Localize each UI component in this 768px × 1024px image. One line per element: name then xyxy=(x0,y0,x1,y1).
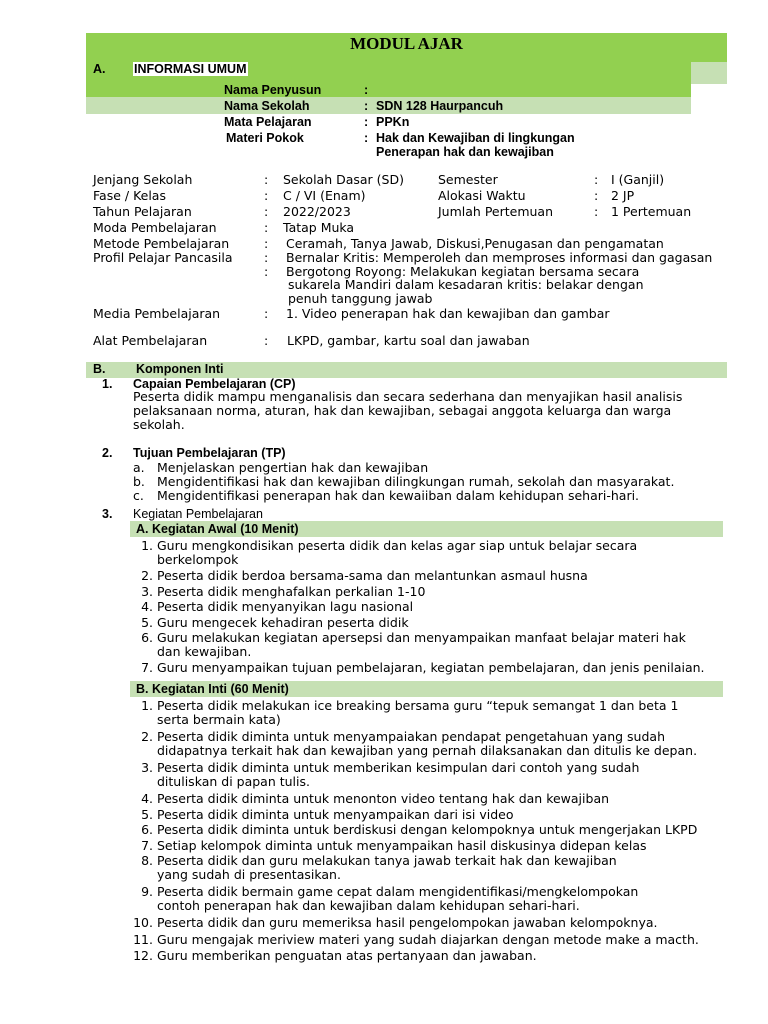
list-item-line: Setiap kelompok diminta untuk menyampaikan hasil diskusinya didepan kelas xyxy=(157,837,647,853)
cp-text-line-1: Peserta didik mampu menganalisis dan secara sederhana dan menyajikan hasil analisis xyxy=(133,389,683,404)
list-item xyxy=(133,699,733,726)
profil-sep-1: : xyxy=(264,250,269,265)
list-item-line: Peserta didik melakukan ice breaking bersama guru “tepuk semangat 1 dan beta 1 xyxy=(157,698,679,713)
list-item-number: 11. xyxy=(133,931,153,947)
list-item-number: 12. xyxy=(133,948,153,963)
list-item-line: contoh penerapan hak dan kewajiban dalam kehidupan sehari-hari. xyxy=(157,897,580,913)
list-item-line: Peserta didik diminta untuk menyampaikan dari isi video xyxy=(157,806,514,822)
list-item-number: 6. xyxy=(141,630,153,645)
materi-pokok-value-2: Penerapan hak dan kewajiban xyxy=(376,145,554,159)
jenjang-label: Jenjang Sekolah xyxy=(93,172,193,187)
tahun-label: Tahun Pelajaran xyxy=(93,204,192,219)
cp-heading: Capaian Pembelajaran (CP) xyxy=(133,377,296,391)
list-item-line: Guru memberikan penguatan atas pertanyaan dan jawaban. xyxy=(157,948,537,963)
list-item xyxy=(133,854,733,881)
tahun-value: 2022/2023 xyxy=(283,204,351,219)
list-item-line: didapatnya terkait hak dan kewajiban yang pernah dilaksanakan dan ditulis ke depan. xyxy=(157,742,698,758)
media-value: 1. Video penerapan hak dan kewajiban dan gambar xyxy=(286,306,610,321)
alat-sep: : xyxy=(264,333,269,348)
mata-pelajaran-sep: : xyxy=(364,115,369,129)
list-item-line: Peserta didik berdoa bersama-sama dan melantunkan asmaul husna xyxy=(157,568,588,583)
list-item xyxy=(133,539,733,566)
list-item-line: Guru mengkondisikan peserta didik dan kelas agar siap untuk belajar secara xyxy=(157,538,638,553)
list-item xyxy=(133,569,733,583)
list-item-line: dan kewajiban. xyxy=(157,643,252,659)
alokasi-label: Alokasi Waktu xyxy=(438,188,526,203)
profil-value-2-line-3: penuh tanggung jawab xyxy=(288,291,433,306)
list-item-line: Guru melakukan kegiatan apersepsi dan menyampaikan manfaat belajar materi hak xyxy=(157,630,686,645)
list-item-line: berkelompok xyxy=(157,551,239,567)
alokasi-sep: : xyxy=(594,188,599,203)
metode-value: Ceramah, Tanya Jawab, Diskusi,Penugasan dan pengamatan xyxy=(286,236,664,251)
list-item-line: serta bermain kata) xyxy=(157,711,281,727)
list-item-number: 8. xyxy=(141,853,153,868)
semester-value: I (Ganjil) xyxy=(611,172,665,187)
list-item xyxy=(133,808,733,822)
nama-sekolah-label: Nama Sekolah xyxy=(224,99,310,113)
list-item-line: Guru menyampaikan tujuan pembelajaran, kegiatan pembelajaran, dan jenis penilaian. xyxy=(157,660,705,675)
list-item-number: 6. xyxy=(141,822,153,837)
profil-value-2-line-2: sukarela Mandiri dalam kesadaran kritis: belakar dengan xyxy=(288,277,644,292)
section-b-label: Komponen Inti xyxy=(136,362,224,376)
jenjang-value: Sekolah Dasar (SD) xyxy=(283,172,404,187)
kegiatan-awal-list xyxy=(133,539,733,675)
alat-value: LKPD, gambar, kartu soal dan jawaban xyxy=(287,333,530,348)
section-a-letter: A. xyxy=(93,62,106,76)
cp-text-line-2: pelaksanaan norma, aturan, hak dan kewajiban, sebagai anggota keluarga dan warga xyxy=(133,403,672,418)
tp-item-c-text: Mengidentifikasi penerapan hak dan kewaiiban dalam kehidupan sehari-hari. xyxy=(157,488,640,503)
list-item-line: Guru mengajak meriview materi yang sudah diajarkan dengan metode make a macth. xyxy=(157,931,699,947)
alokasi-value: 2 JP xyxy=(611,188,635,203)
mata-pelajaran-value: PPKn xyxy=(376,115,410,129)
list-item-line: Peserta didik menghafalkan perkalian 1-10 xyxy=(157,583,426,599)
list-item xyxy=(133,933,733,947)
mata-pelajaran-label: Mata Pelajaran xyxy=(224,115,312,129)
list-item-number: 2. xyxy=(141,729,153,744)
tp-item-c-marker: c. xyxy=(133,488,144,503)
metode-label: Metode Pembelajaran xyxy=(93,236,230,251)
list-item-number: 7. xyxy=(141,660,153,675)
moda-value: Tatap Muka xyxy=(283,220,355,235)
list-item-line: Peserta didik bermain game cepat dalam mengidentifikasi/mengkelompokan xyxy=(157,884,639,899)
metode-sep: : xyxy=(264,236,269,251)
media-sep: : xyxy=(264,306,269,321)
list-item xyxy=(133,600,733,614)
alat-label: Alat Pembelajaran xyxy=(93,333,208,348)
profil-label: Profil Pelajar Pancasila xyxy=(93,250,233,265)
tp-item-a-marker: a. xyxy=(133,460,145,475)
pertemuan-sep: : xyxy=(594,204,599,219)
page-title: MODUL AJAR xyxy=(350,34,463,53)
materi-pokok-value-1: Hak dan Kewajiban di lingkungan xyxy=(376,131,575,145)
list-item xyxy=(133,949,733,963)
section-a-heading xyxy=(133,62,248,76)
list-item-line: Peserta didik diminta untuk menonton video tentang hak dan kewajiban xyxy=(157,791,610,806)
nama-penyusun-sep: : xyxy=(364,83,369,97)
list-item-number: 5. xyxy=(141,614,153,630)
tahun-sep: : xyxy=(264,204,269,219)
cp-text-line-3: sekolah. xyxy=(133,417,185,432)
list-item-line: Peserta didik diminta untuk memberikan kesimpulan dari contoh yang sudah xyxy=(157,760,640,775)
list-item-number: 10. xyxy=(133,915,153,930)
section-a-label: INFORMASI UMUM xyxy=(134,62,247,76)
kegiatan-awal-heading: A. Kegiatan Awal (10 Menit) xyxy=(136,522,299,536)
list-item-number: 7. xyxy=(141,837,153,853)
list-item-number: 1. xyxy=(141,698,153,713)
list-item-number: 5. xyxy=(141,806,153,822)
section-b-letter: B. xyxy=(93,362,106,376)
profil-value-2-line-1: Bergotong Royong: Melakukan kegiatan bersama secara xyxy=(286,264,640,279)
list-item-line: Guru mengecek kehadiran peserta didik xyxy=(157,614,409,630)
profil-value-1: Bernalar Kritis: Memperoleh dan memproses informasi dan gagasan xyxy=(286,250,713,265)
kegiatan-inti-heading: B. Kegiatan Inti (60 Menit) xyxy=(136,682,289,696)
jenjang-sep: : xyxy=(264,172,269,187)
list-item-number: 4. xyxy=(141,599,153,614)
moda-label: Moda Pembelajaran xyxy=(93,220,217,235)
list-item-number: 9. xyxy=(141,884,153,899)
list-item-line: Peserta didik menyanyikan lagu nasional xyxy=(157,599,414,614)
tp-number: 2. xyxy=(102,446,113,460)
list-item-number: 4. xyxy=(141,791,153,806)
list-item xyxy=(133,885,733,912)
list-item-number: 1. xyxy=(141,538,153,553)
list-item xyxy=(133,631,733,658)
list-item-line: yang sudah di presentasikan. xyxy=(157,866,341,882)
list-item xyxy=(133,730,733,757)
semester-label: Semester xyxy=(438,172,498,187)
nama-sekolah-value: SDN 128 Haurpancuh xyxy=(376,99,504,113)
list-item xyxy=(133,823,733,837)
list-item xyxy=(133,839,733,853)
list-item-line: Peserta didik dan guru memeriksa hasil pengelompokan jawaban kelompoknya. xyxy=(157,915,658,930)
list-item-number: 2. xyxy=(141,568,153,583)
list-item xyxy=(133,916,733,930)
list-item-line: Peserta didik diminta untuk menyampaiakan pendapat pengetahuan yang sudah xyxy=(157,729,665,744)
moda-sep: : xyxy=(264,220,269,235)
tp-item-b-marker: b. xyxy=(133,474,145,489)
list-item xyxy=(133,792,733,806)
list-item-number: 3. xyxy=(141,760,153,775)
list-item xyxy=(133,585,733,599)
row-band-nama-penyusun xyxy=(86,84,691,97)
pertemuan-label: Jumlah Pertemuan xyxy=(438,204,554,219)
fase-value: C / VI (Enam) xyxy=(283,188,366,203)
fase-label: Fase / Kelas xyxy=(93,188,166,203)
fase-sep: : xyxy=(264,188,269,203)
tp-item-a-text: Menjelaskan pengertian hak dan kewajiban xyxy=(157,460,429,475)
cp-number: 1. xyxy=(102,377,113,391)
nama-sekolah-sep: : xyxy=(364,99,369,113)
nama-penyusun-label: Nama Penyusun xyxy=(224,83,322,97)
tp-item-b-text: Mengidentifikasi hak dan kewajiban dilingkungan rumah, sekolah dan masyarakat. xyxy=(157,474,675,489)
list-item xyxy=(133,616,733,630)
tp-heading: Tujuan Pembelajaran (TP) xyxy=(133,446,286,460)
list-item-line: Peserta didik dan guru melakukan tanya jawab terkait hak dan kewajiban xyxy=(157,853,617,868)
profil-sep-2: : xyxy=(264,264,269,279)
materi-pokok-sep: : xyxy=(364,131,369,145)
list-item-line: dituliskan di papan tulis. xyxy=(157,773,310,789)
section-a-band-tail xyxy=(691,62,727,84)
list-item-line: Peserta didik diminta untuk berdiskusi dengan kelompoknya untuk mengerjakan LKPD xyxy=(157,822,698,837)
list-item xyxy=(133,761,733,788)
list-item-number: 3. xyxy=(141,583,153,599)
pertemuan-value: 1 Pertemuan xyxy=(611,204,692,219)
media-label: Media Pembelajaran xyxy=(93,306,221,321)
kegiatan-heading: Kegiatan Pembelajaran xyxy=(133,507,263,521)
list-item xyxy=(133,661,733,675)
semester-sep: : xyxy=(594,172,599,187)
materi-pokok-label: Materi Pokok xyxy=(226,131,304,145)
kegiatan-number: 3. xyxy=(102,507,113,521)
kegiatan-inti-list xyxy=(133,699,733,963)
